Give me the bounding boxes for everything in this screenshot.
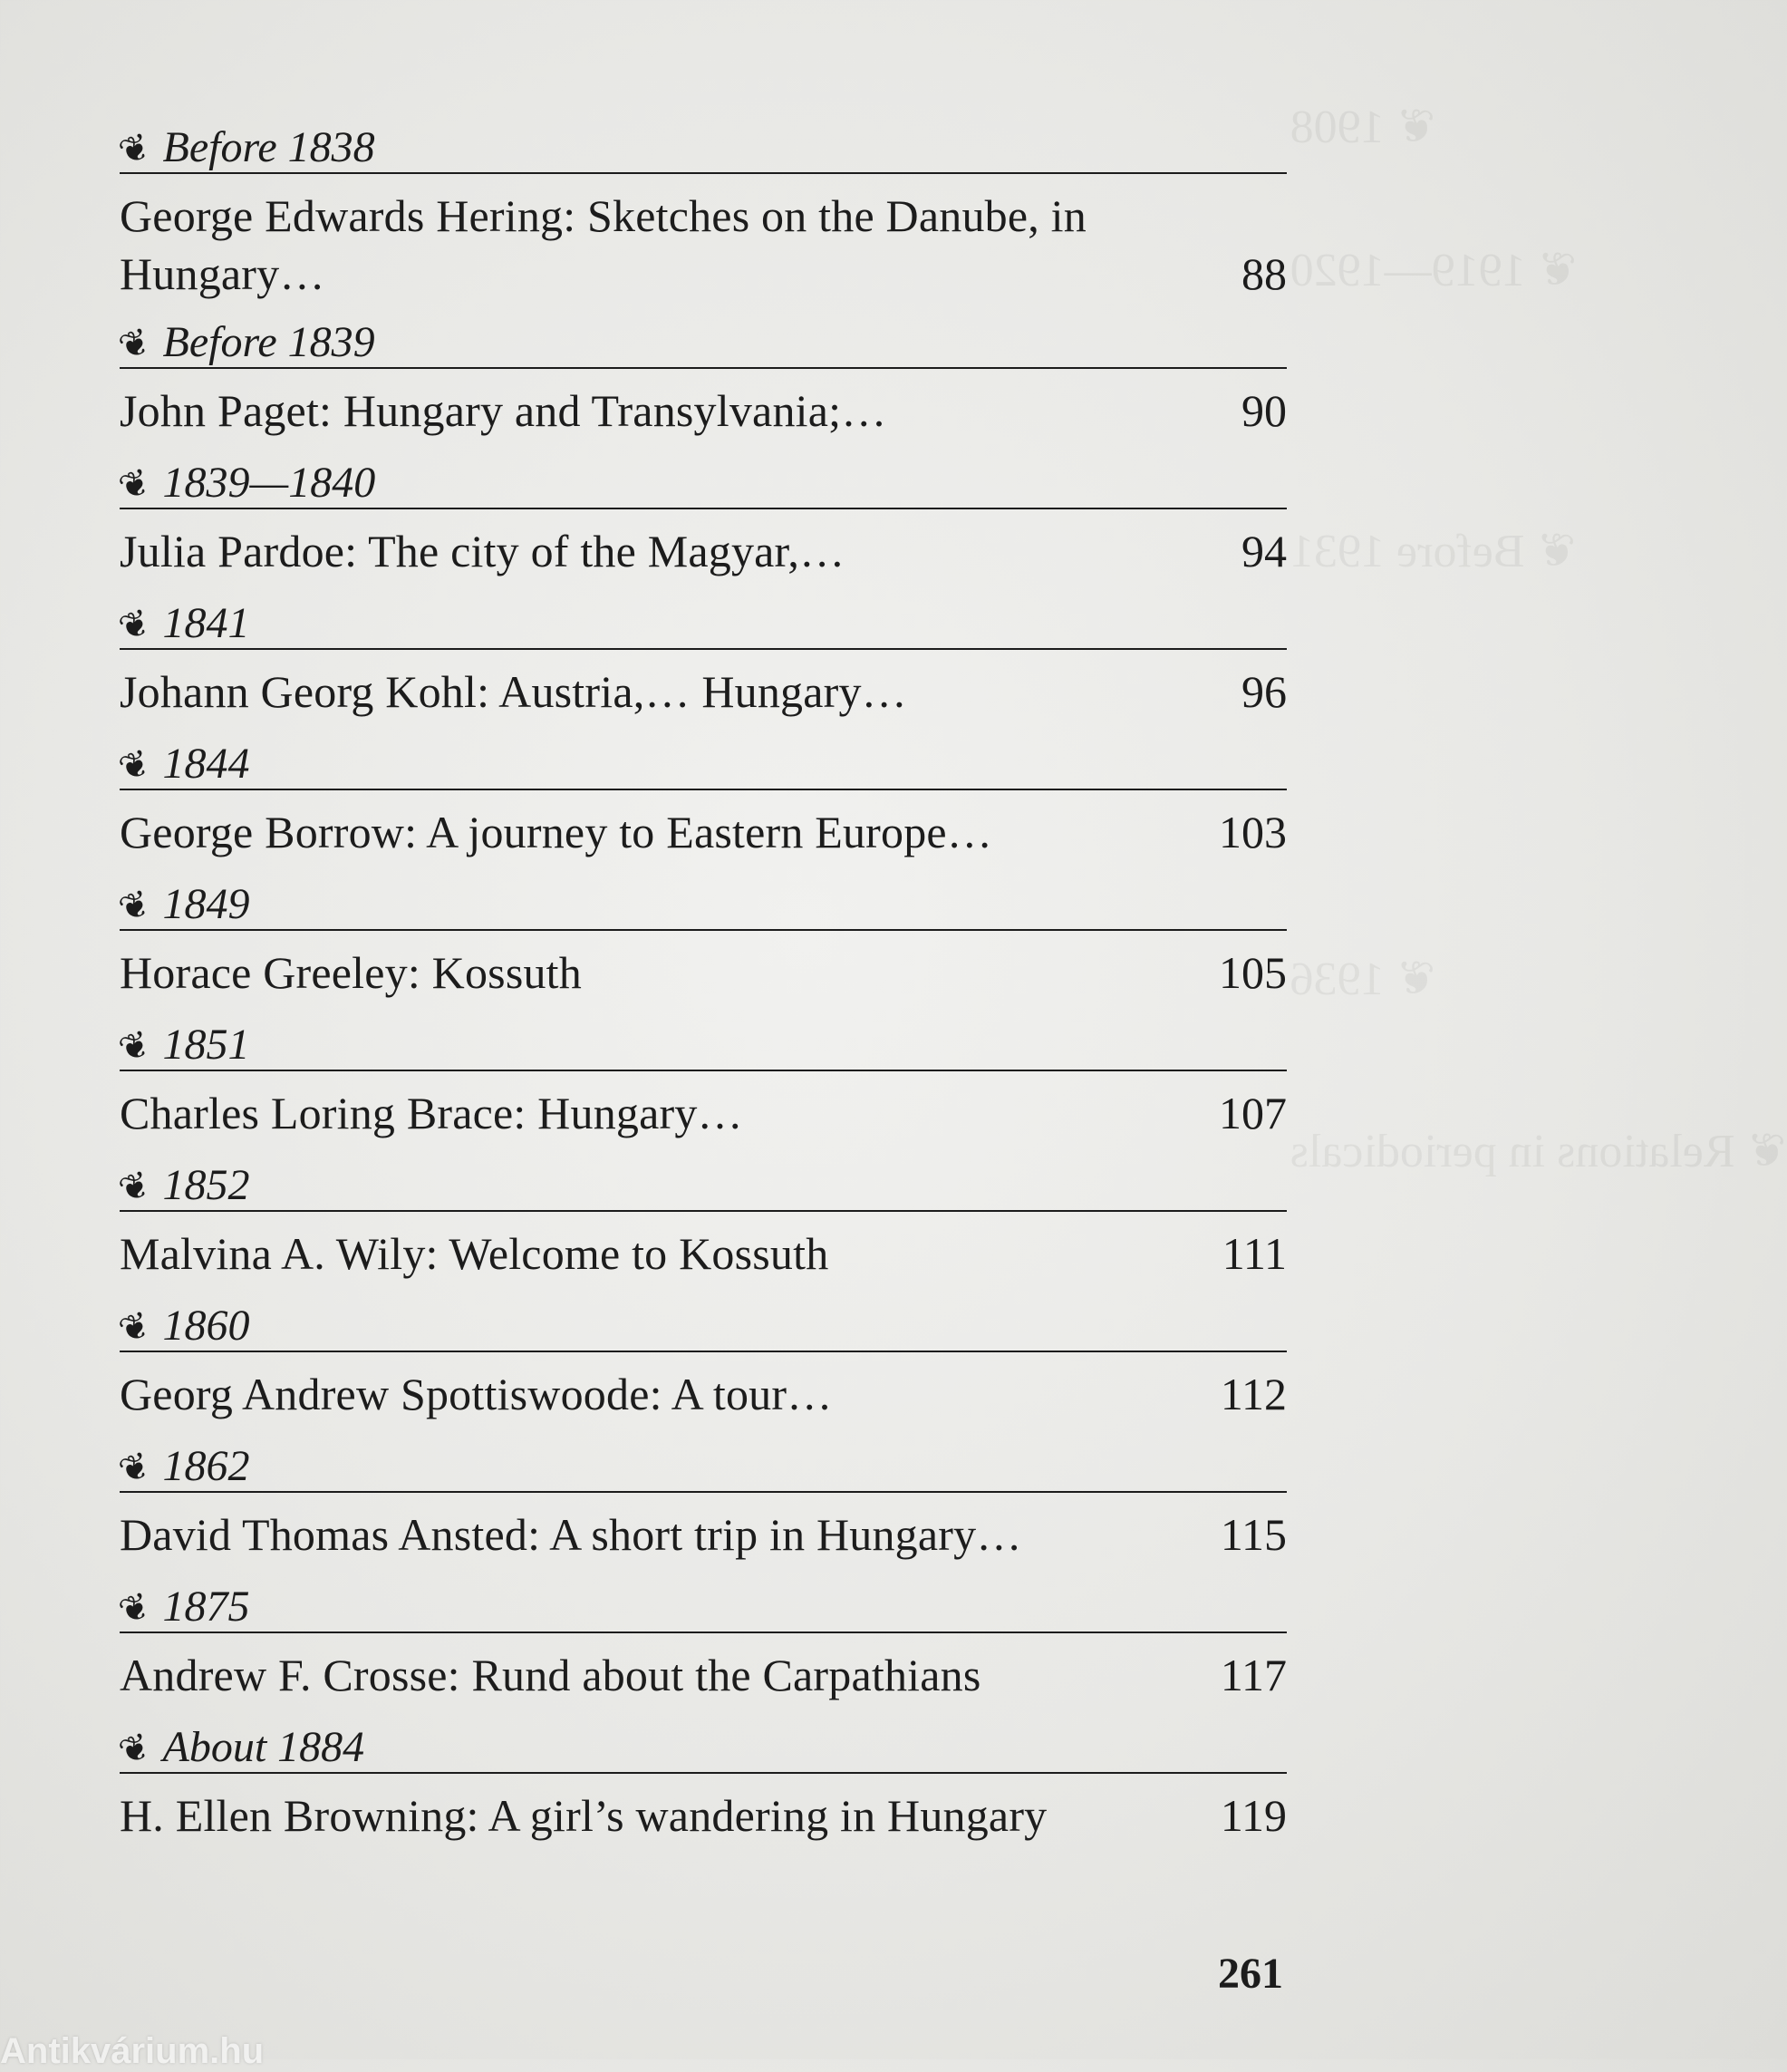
- entry-date-heading: [113, 1302, 250, 1352]
- fleuron-icon: ❦: [113, 319, 157, 369]
- entry-title: Horace Greeley: Kossuth: [120, 947, 582, 998]
- divider-rule: [120, 1210, 1287, 1212]
- entry-title: Malvina A. Wily: Welcome to Kossuth: [120, 1228, 829, 1279]
- entry-title: George Borrow: A journey to Eastern Europe…: [120, 807, 993, 857]
- entry-page-number: 111: [1222, 1228, 1287, 1279]
- fleuron-icon: ❦: [113, 460, 157, 509]
- fleuron-icon: ❦: [113, 1021, 157, 1071]
- entry-date: Before 1839: [162, 318, 375, 366]
- page-folio-number: 261: [1218, 1950, 1283, 1998]
- fleuron-icon: ❦: [113, 1302, 157, 1352]
- entry-date-heading: [113, 123, 375, 174]
- divider-rule: [120, 1070, 1287, 1071]
- ghost-line: ❦ 1908: [1290, 102, 1436, 153]
- entry-date: 1860: [162, 1302, 250, 1350]
- toc-entry[interactable]: [113, 318, 1287, 460]
- entry-date: 1852: [162, 1161, 250, 1209]
- entry-date: 1841: [162, 599, 250, 647]
- entry-date-heading: [113, 1161, 250, 1212]
- divider-rule: [120, 929, 1287, 931]
- entry-date: About 1884: [162, 1723, 365, 1771]
- fleuron-icon: ❦: [113, 881, 157, 931]
- divider-rule: [120, 367, 1287, 369]
- divider-rule: [120, 1772, 1287, 1774]
- toc-entry[interactable]: [113, 880, 1287, 1022]
- fleuron-icon: ❦: [113, 1443, 157, 1493]
- divider-rule: [120, 1491, 1287, 1493]
- fleuron-icon: ❦: [113, 1724, 157, 1774]
- table-of-contents: [113, 123, 1287, 1865]
- entry-title: Charles Loring Brace: Hungary…: [120, 1088, 743, 1138]
- entry-date: Before 1838: [162, 123, 375, 171]
- entry-date: 1862: [162, 1442, 250, 1490]
- entry-page-number: 103: [1219, 807, 1287, 857]
- ghost-line: ❦ Relations in periodicals: [1290, 1126, 1787, 1177]
- entry-date: 1851: [162, 1021, 250, 1069]
- entry-date-heading: [113, 318, 375, 369]
- entry-date-heading: [113, 740, 250, 790]
- entry-date: 1849: [162, 880, 250, 928]
- divider-rule: [120, 648, 1287, 650]
- entry-page-number: 119: [1220, 1790, 1287, 1841]
- fleuron-icon: ❦: [113, 741, 157, 790]
- toc-entry[interactable]: [113, 1723, 1287, 1865]
- ghost-line: ❦ 1919—1920: [1290, 245, 1578, 296]
- entry-page-number: 112: [1220, 1369, 1287, 1419]
- entry-title: George Edwards Hering: Sketches on the Danube, in Hungary…: [120, 190, 1087, 299]
- toc-entry[interactable]: [113, 1021, 1287, 1163]
- entry-page-number: 96: [1241, 666, 1287, 717]
- entry-page-number: 115: [1220, 1509, 1287, 1560]
- entry-date-heading: [113, 1723, 365, 1774]
- entry-title: David Thomas Ansted: A short trip in Hungary…: [120, 1509, 1022, 1560]
- toc-entry[interactable]: [113, 1442, 1287, 1584]
- divider-rule: [120, 1351, 1287, 1352]
- entry-date: 1839—1840: [162, 459, 376, 507]
- toc-entry[interactable]: [113, 1583, 1287, 1725]
- entry-page-number: 105: [1219, 947, 1287, 998]
- entry-date-heading: [113, 1021, 250, 1071]
- toc-entry[interactable]: [113, 740, 1287, 882]
- watermark: Antikvárium.hu: [0, 2031, 265, 2071]
- toc-entry[interactable]: [113, 1161, 1287, 1303]
- entry-date: 1875: [162, 1583, 250, 1631]
- entry-page-number: 117: [1220, 1650, 1287, 1700]
- entry-title: H. Ellen Browning: A girl’s wandering in Hungary: [120, 1790, 1048, 1841]
- entry-title: Julia Pardoe: The city of the Magyar,…: [120, 526, 845, 576]
- entry-title: Andrew F. Crosse: Rund about the Carpathians: [120, 1650, 981, 1700]
- divider-rule: [120, 508, 1287, 509]
- entry-page-number: 107: [1219, 1088, 1287, 1138]
- entry-date-heading: [113, 1583, 250, 1633]
- entry-page-number: 90: [1241, 385, 1287, 436]
- ghost-line: ❦ 1936: [1290, 954, 1436, 1005]
- entry-title: Georg Andrew Spottiswoode: A tour…: [120, 1369, 833, 1419]
- entry-date-heading: [113, 880, 250, 931]
- divider-rule: [120, 172, 1287, 174]
- entry-date-heading: [113, 599, 250, 650]
- entry-date-heading: [113, 459, 376, 509]
- divider-rule: [120, 789, 1287, 790]
- fleuron-icon: ❦: [113, 124, 157, 174]
- fleuron-icon: ❦: [113, 600, 157, 650]
- entry-date: 1844: [162, 740, 250, 788]
- toc-entry[interactable]: [113, 459, 1287, 601]
- ghost-line: ❦ Before 1931: [1290, 526, 1577, 577]
- toc-entry[interactable]: [113, 123, 1287, 320]
- toc-entry[interactable]: [113, 599, 1287, 741]
- entry-date-heading: [113, 1442, 250, 1493]
- entry-page-number: 88: [1241, 248, 1287, 299]
- entry-title: Johann Georg Kohl: Austria,… Hungary…: [120, 666, 907, 717]
- entry-page-number: 94: [1241, 526, 1287, 576]
- entry-title: John Paget: Hungary and Transylvania;…: [120, 385, 887, 436]
- divider-rule: [120, 1631, 1287, 1633]
- fleuron-icon: ❦: [113, 1162, 157, 1212]
- fleuron-icon: ❦: [113, 1583, 157, 1633]
- toc-entry[interactable]: [113, 1302, 1287, 1444]
